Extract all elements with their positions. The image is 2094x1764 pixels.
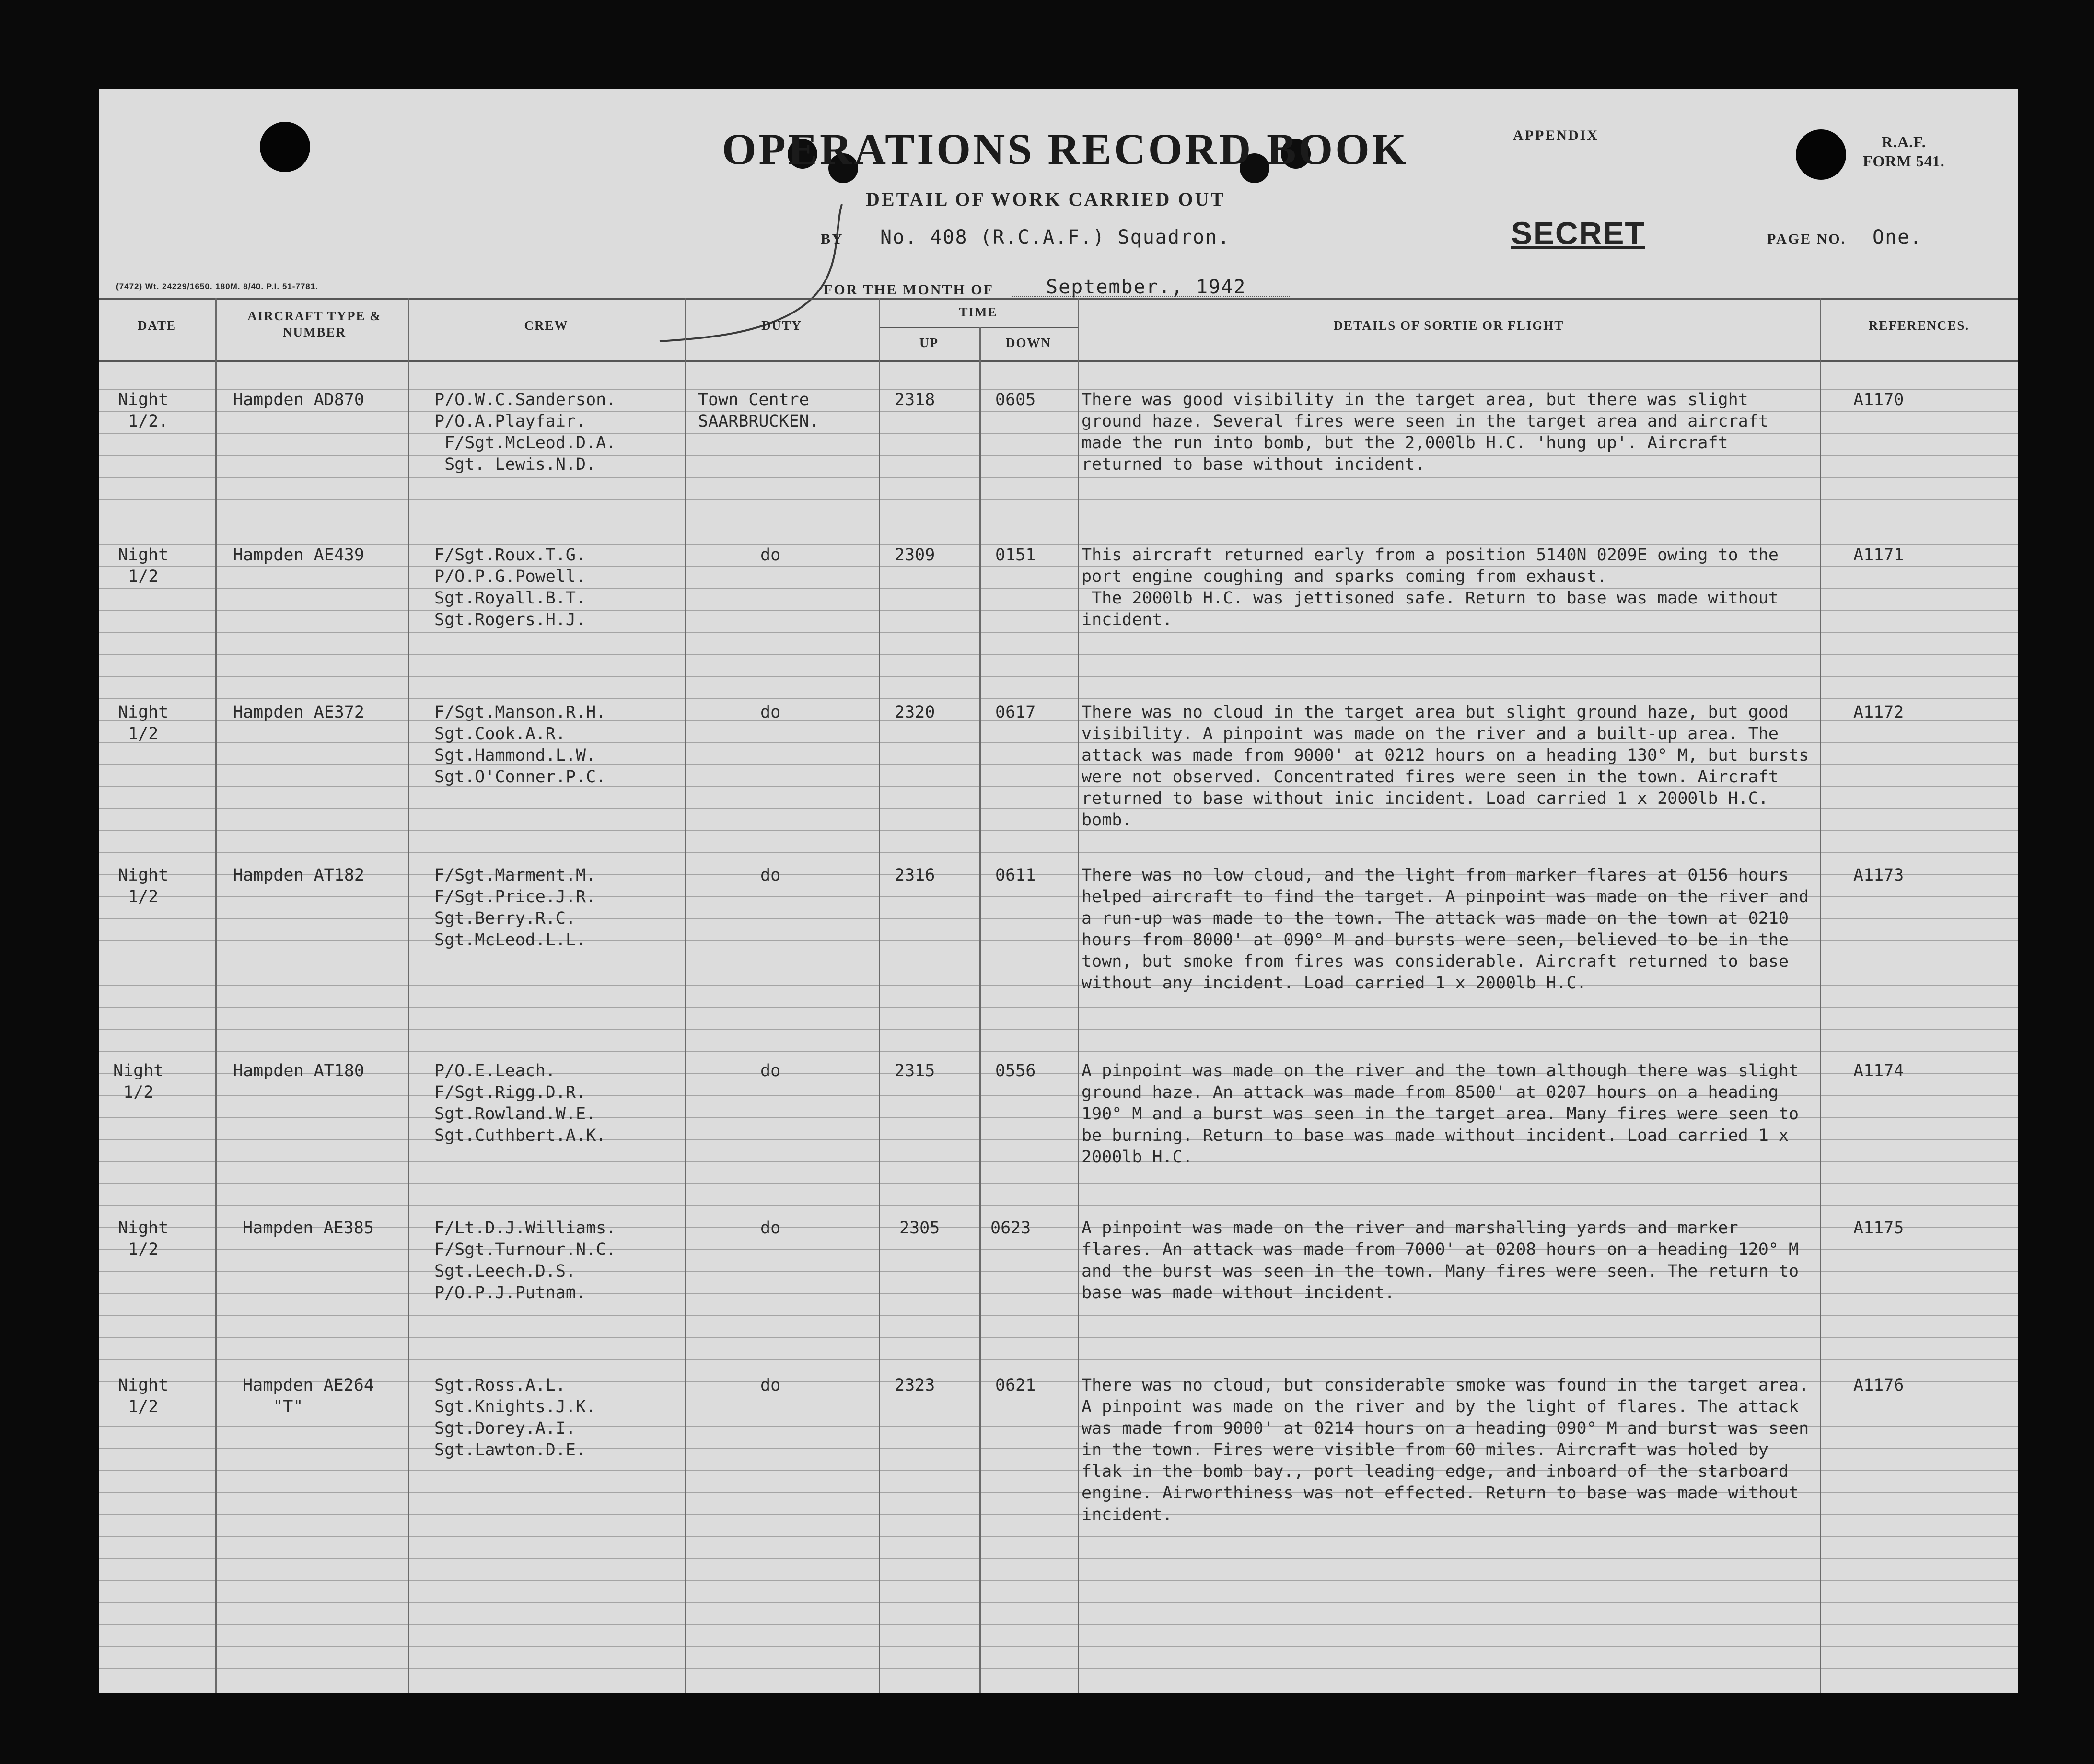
entry-time-up: 2315 [895,1061,935,1080]
col-header-time: TIME [959,305,998,319]
entry-time-up: 2323 [895,1376,935,1395]
form-subtitle: DETAIL OF WORK CARRIED OUT [866,188,1226,210]
entry-date: Night 1/2 [118,1376,169,1416]
entry-date: Night 1/2 [118,866,169,906]
ruled-line [99,477,2018,478]
form-number [1863,132,1945,171]
col-divider [215,298,217,1693]
entry-duty: do [760,866,781,885]
entry-crew: Sgt.Ross.A.L. Sgt.Knights.J.K. Sgt.Dorey.A.I. Sgt.Lawton.D.E. [434,1376,596,1460]
header-bottom-border [99,360,2018,362]
entry-duty: Town Centre SAARBRUCKEN. [698,390,819,431]
month-value: September., 1942 [1046,276,1246,298]
ruled-line [99,1359,2018,1360]
form-title: OPERATIONS RECORD BOOK [722,125,1409,174]
ruled-line [99,852,2018,853]
security-classification: SECRET [1511,215,1645,251]
month-underline [1012,296,1291,297]
entry-time-up: 2309 [895,545,935,565]
entry-aircraft: Hampden AE385 [243,1219,374,1238]
print-reference: (7472) Wt. 24229/1650. 180M. 8/40. P.I. 51-7781. [116,282,318,291]
entry-aircraft: Hampden AE264 "T" [243,1376,374,1416]
col-divider [879,298,880,1693]
col-divider [685,298,686,1693]
ruled-line [99,1029,2018,1030]
entry-time-down: 0617 [995,703,1036,722]
time-header-divider [879,327,1078,328]
squadron-name: No. 408 (R.C.A.F.) Squadron. [880,226,1231,248]
page-label: PAGE NO. [1767,231,1847,247]
entry-time-up: 2316 [895,866,935,885]
col-divider [1078,298,1079,1693]
entry-date: Night 1/2 [118,545,169,586]
entry-details: A pinpoint was made on the river and the town although there was slight ground haze. An attack was made from 8500' at 0207 hours on a heading 190° M and a burst was seen in the target area. Many fires were seen to be burning. Return to base was made without incident. Load carried 1 x 2000lb H.C. [1082,1061,1809,1167]
entry-crew: P/O.E.Leach. F/Sgt.Rigg.D.R. Sgt.Rowland.W.E. Sgt.Cuthbert.A.K. [434,1061,606,1145]
entry-reference: A1171 [1853,545,1904,565]
entry-reference: A1170 [1853,390,1904,409]
ruled-line [99,1646,2018,1647]
col-header-aircraft: AIRCRAFT TYPE & NUMBER [247,309,382,339]
ruled-line [99,1536,2018,1537]
col-divider [1820,298,1821,1693]
ruled-line [99,1602,2018,1603]
col-header-up: UP [919,336,939,350]
entry-details: There was good visibility in the target area, but there was slight ground haze. Several fires were seen in the target area and aircraft made the run into bomb, but the 2,000lb H.C. 'hung up'. Aircraft returned to base without incident. [1082,390,1779,474]
entry-duty: do [760,545,781,565]
ruled-line [99,1315,2018,1316]
appendix-label: APPENDIX [1513,128,1599,143]
col-header-details: DETAILS OF SORTIE OR FLIGHT [1333,318,1564,333]
entry-details: There was no low cloud, and the light from marker flares at 0156 hours helped aircraft to find the target. A pinpoint was made on the river and a run-up was made to the town. The attack was made on the town at 0210 hours from 8000' at 090° M and bursts were seen, believed to be in the town, but smoke from fires was considerable. Aircraft returned to base without any incident. Load carried 1 x 2000lb H.C. [1082,866,1819,993]
entry-time-down: 0611 [995,866,1036,885]
by-label: BY [821,231,844,247]
ruled-line [99,1183,2018,1184]
punch-hole-left [260,122,310,172]
entry-duty: do [760,1219,781,1238]
ruled-line [99,1624,2018,1625]
ruled-line [99,1051,2018,1052]
entry-details: A pinpoint was made on the river and marshalling yards and marker flares. An attack was made from 7000' at 0208 hours on a heading 120° M and the burst was seen in the town. Many fires were seen. The return to base was made without incident. [1082,1219,1809,1302]
entry-crew: P/O.W.C.Sanderson. P/O.A.Playfair. F/Sgt.McLeod.D.A. Sgt. Lewis.N.D. [434,390,617,474]
entry-reference: A1172 [1853,703,1904,722]
entry-details: This aircraft returned early from a position 5140N 0209E owing to the port engine coughing and sparks coming from exhaust. The 2000lb H.C. was jettisoned safe. Return to base was made without incident. [1082,545,1779,629]
table-top-border [99,298,2018,300]
ruled-line [99,1007,2018,1008]
entry-reference: A1175 [1853,1219,1904,1238]
entry-aircraft: Hampden AT182 [233,866,364,885]
ruled-line [99,676,2018,677]
entry-time-down: 0151 [995,545,1036,565]
entry-crew: F/Lt.D.J.Williams. F/Sgt.Turnour.N.C. Sgt.Leech.D.S. P/O.P.J.Putnam. [434,1219,617,1302]
entry-details: There was no cloud in the target area but slight ground haze, but good visibility. A pinpoint was made on the river and a built-up area. The attack was made from 9000' at 0212 hours on a heading 130° M, but bursts were not observed. Concentrated fires were seen in the town. Aircraft returned to base without inic incident. Load carried 1 x 2000lb H.C. bomb. [1082,703,1819,830]
col-divider [408,298,409,1693]
month-label: FOR THE MONTH OF [824,282,994,298]
ruled-line [99,1580,2018,1581]
ruled-line [99,1205,2018,1206]
record-table [99,298,2018,1693]
entry-time-up: 2318 [895,390,935,409]
entry-time-down: 0623 [990,1219,1031,1238]
col-header-duty: DUTY [761,318,802,333]
col-header-references: REFERENCES. [1868,318,1970,333]
page-number: One. [1873,226,1923,248]
entry-duty: do [760,703,781,722]
entry-reference: A1173 [1853,866,1904,885]
entry-time-down: 0556 [995,1061,1036,1080]
col-header-down: DOWN [1006,336,1051,350]
entry-duty: do [760,1376,781,1395]
entry-time-down: 0621 [995,1376,1036,1395]
col-divider [979,327,981,1693]
ruled-line [99,1668,2018,1669]
entry-date: Night 1/2 [118,703,169,743]
ruled-line [99,698,2018,699]
entry-crew: F/Sgt.Marment.M. F/Sgt.Price.J.R. Sgt.Berry.R.C. Sgt.McLeod.L.L. [434,866,596,950]
entry-aircraft: Hampden AT180 [233,1061,364,1080]
ruled-line [99,632,2018,633]
punch-hole-right [1796,129,1846,180]
entry-aircraft: Hampden AD870 [233,390,364,409]
entry-aircraft: Hampden AE439 [233,545,364,565]
ruled-line [99,1337,2018,1338]
entry-crew: F/Sgt.Manson.R.H. Sgt.Cook.A.R. Sgt.Hammond.L.W. Sgt.O'Conner.P.C. [434,703,606,787]
col-header-crew: CREW [524,318,569,333]
col-header-date: DATE [137,318,176,333]
entry-reference: A1174 [1853,1061,1904,1080]
ruled-line [99,654,2018,655]
entry-reference: A1176 [1853,1376,1904,1395]
entry-details: There was no cloud, but considerable smoke was found in the target area. A pinpoint was made on the river and by the light of flares. The attack was made from 9000' at 0214 hours on a heading 090° M and burst was seen in the town. Fires were visible from 60 miles. Aircraft was holed by flak in the bomb bay., port leading edge, and inboard of the starboard engine. Airworthiness was not effected. Return to base was made without incident. [1082,1376,1819,1524]
entry-aircraft: Hampden AE372 [233,703,364,722]
entry-time-up: 2305 [899,1219,940,1238]
entry-time-down: 0605 [995,390,1036,409]
entry-duty: do [760,1061,781,1080]
entry-date: Night 1/2. [118,390,169,431]
ruled-line [99,1558,2018,1559]
form-label-line1: R.A.F. [1881,133,1926,151]
entry-time-up: 2320 [895,703,935,722]
record-sheet [99,89,2018,1693]
entry-date: Night 1/2 [118,1219,169,1259]
entry-crew: F/Sgt.Roux.T.G. P/O.P.G.Powell. Sgt.Royall.B.T. Sgt.Rogers.H.J. [434,545,586,629]
entry-date: Night 1/2 [113,1061,164,1102]
ruled-line [99,499,2018,500]
form-label-line2: FORM 541. [1863,152,1945,170]
